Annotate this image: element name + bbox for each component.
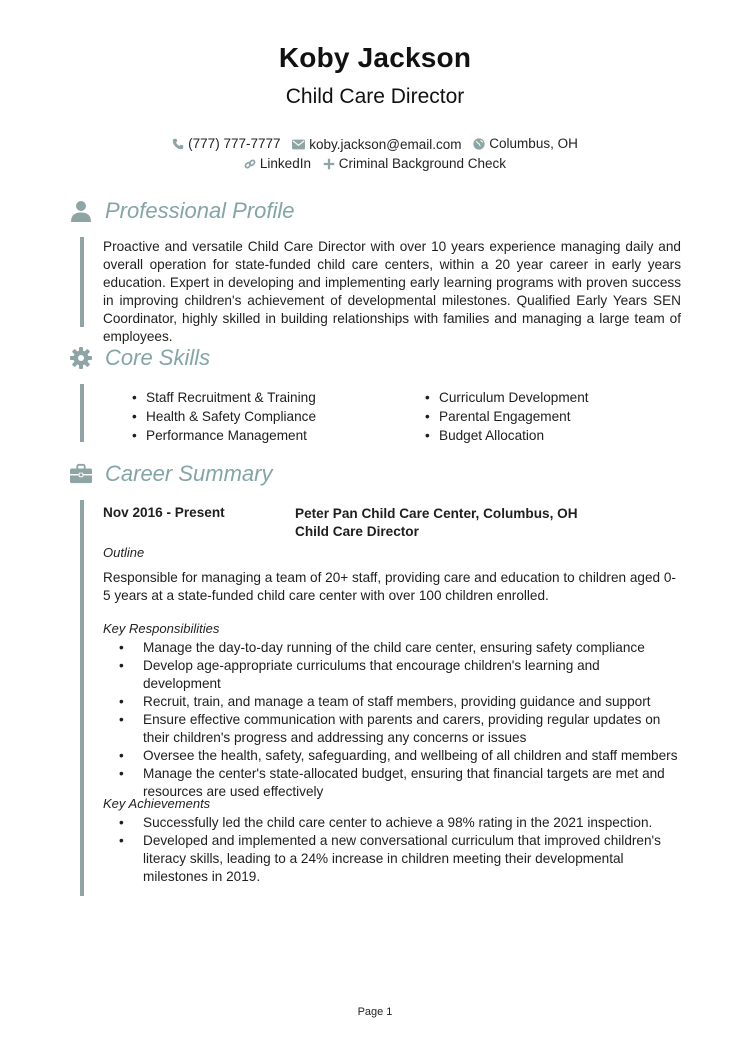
- skill-item: • Performance Management: [132, 426, 316, 445]
- candidate-name: Koby Jackson: [278, 42, 472, 73]
- skills-accent-bar: [80, 384, 84, 442]
- contact-linkedin[interactable]: [244, 156, 311, 171]
- contact-background-check: [323, 156, 506, 171]
- skill-item: • Staff Recruitment & Training: [132, 388, 316, 407]
- profile-text: Proactive and versatile Child Care Director with over 10 years experience managing daily and overall operation for state-funded child care centers, within a 20 year career in early years education. Expert in developing and implementing early learning programs with proven success in improving children's achievement of developmental milestones. Qualified Early Years SEN Coordinator, highly skilled in building relationships with families and managing a large team of employees.: [103, 239, 681, 344]
- list-item: • Oversee the health, safety, safeguarding, and wellbeing of all children and staff members: [103, 747, 681, 765]
- skill-item: • Curriculum Development: [425, 388, 589, 407]
- skills-list-left: [132, 388, 316, 445]
- contact-line-2: [0, 156, 750, 173]
- career-heading: Career Summary: [105, 461, 273, 486]
- phone-text: (777) 777-7777: [188, 136, 281, 151]
- email-text[interactable]: koby.jackson@email.com: [309, 136, 462, 152]
- job-header: [295, 505, 578, 541]
- envelope-icon: [292, 139, 305, 150]
- achievements-list: [103, 814, 681, 886]
- user-icon: [70, 200, 92, 222]
- list-item: • Successfully led the child care center to achieve a 98% rating in the 2021 inspection.: [103, 814, 681, 832]
- responsibilities-label: Key Responsibilities: [103, 621, 220, 636]
- career-section-heading: [70, 461, 272, 487]
- profile-accent-bar: [80, 237, 84, 327]
- job-title: Child Care Director: [285, 85, 465, 108]
- plus-icon: [323, 158, 335, 170]
- responsibilities-list: [103, 639, 681, 801]
- profile-section-heading: [70, 198, 295, 224]
- job-role: Child Care Director: [295, 524, 419, 539]
- gear-icon: [70, 347, 92, 369]
- globe-icon: [473, 138, 485, 150]
- contact-phone: [172, 136, 280, 151]
- contact-email[interactable]: [292, 137, 461, 152]
- phone-icon: [172, 138, 184, 150]
- linkedin-text[interactable]: LinkedIn: [259, 156, 311, 171]
- skills-list-right: [425, 388, 589, 445]
- skill-item: • Parental Engagement: [425, 407, 589, 426]
- skill-item: • Health & Safety Compliance: [132, 407, 316, 426]
- page-number: Page 1: [357, 1006, 393, 1018]
- location-text: Columbus, OH: [489, 136, 578, 151]
- skills-heading: Core Skills: [105, 345, 211, 370]
- contact-location: [473, 136, 578, 151]
- profile-heading: Professional Profile: [105, 198, 295, 223]
- skill-item: • Budget Allocation: [425, 426, 589, 445]
- list-item: • Recruit, train, and manage a team of staff members, providing guidance and support: [103, 693, 681, 711]
- list-item: • Manage the center's state-allocated budget, ensuring that financial targets are met and resources are used effectively: [103, 765, 681, 801]
- job-dates: Nov 2016 - Present: [103, 505, 225, 520]
- list-item: • Developed and implemented a new conversational curriculum that improved children's literacy skills, leading to a 24% increase in children meeting their developmental milestones in 2019.: [103, 832, 681, 886]
- list-item: • Develop age-appropriate curriculums that encourage children's learning and development: [103, 657, 681, 693]
- skills-section-heading: [70, 345, 210, 371]
- contact-line-1: [0, 136, 750, 153]
- list-item: • Ensure effective communication with parents and carers, providing regular updates on their children's progress and addressing any concerns or issues: [103, 711, 681, 747]
- background-check-text: Criminal Background Check: [338, 156, 507, 171]
- job-employer: Peter Pan Child Care Center, Columbus, OH: [295, 506, 578, 521]
- link-icon: [244, 158, 256, 170]
- career-accent-bar: [80, 500, 84, 896]
- outline-text: Responsible for managing a team of 20+ staff, providing care and education to children aged 0-5 years at a state-funded child care center with over 100 children enrolled.: [103, 570, 676, 603]
- list-item: • Manage the day-to-day running of the child care center, ensuring safety compliance: [103, 639, 681, 657]
- achievements-label: Key Achievements: [103, 796, 211, 811]
- briefcase-icon: [70, 463, 92, 485]
- outline-label: Outline: [103, 545, 145, 560]
